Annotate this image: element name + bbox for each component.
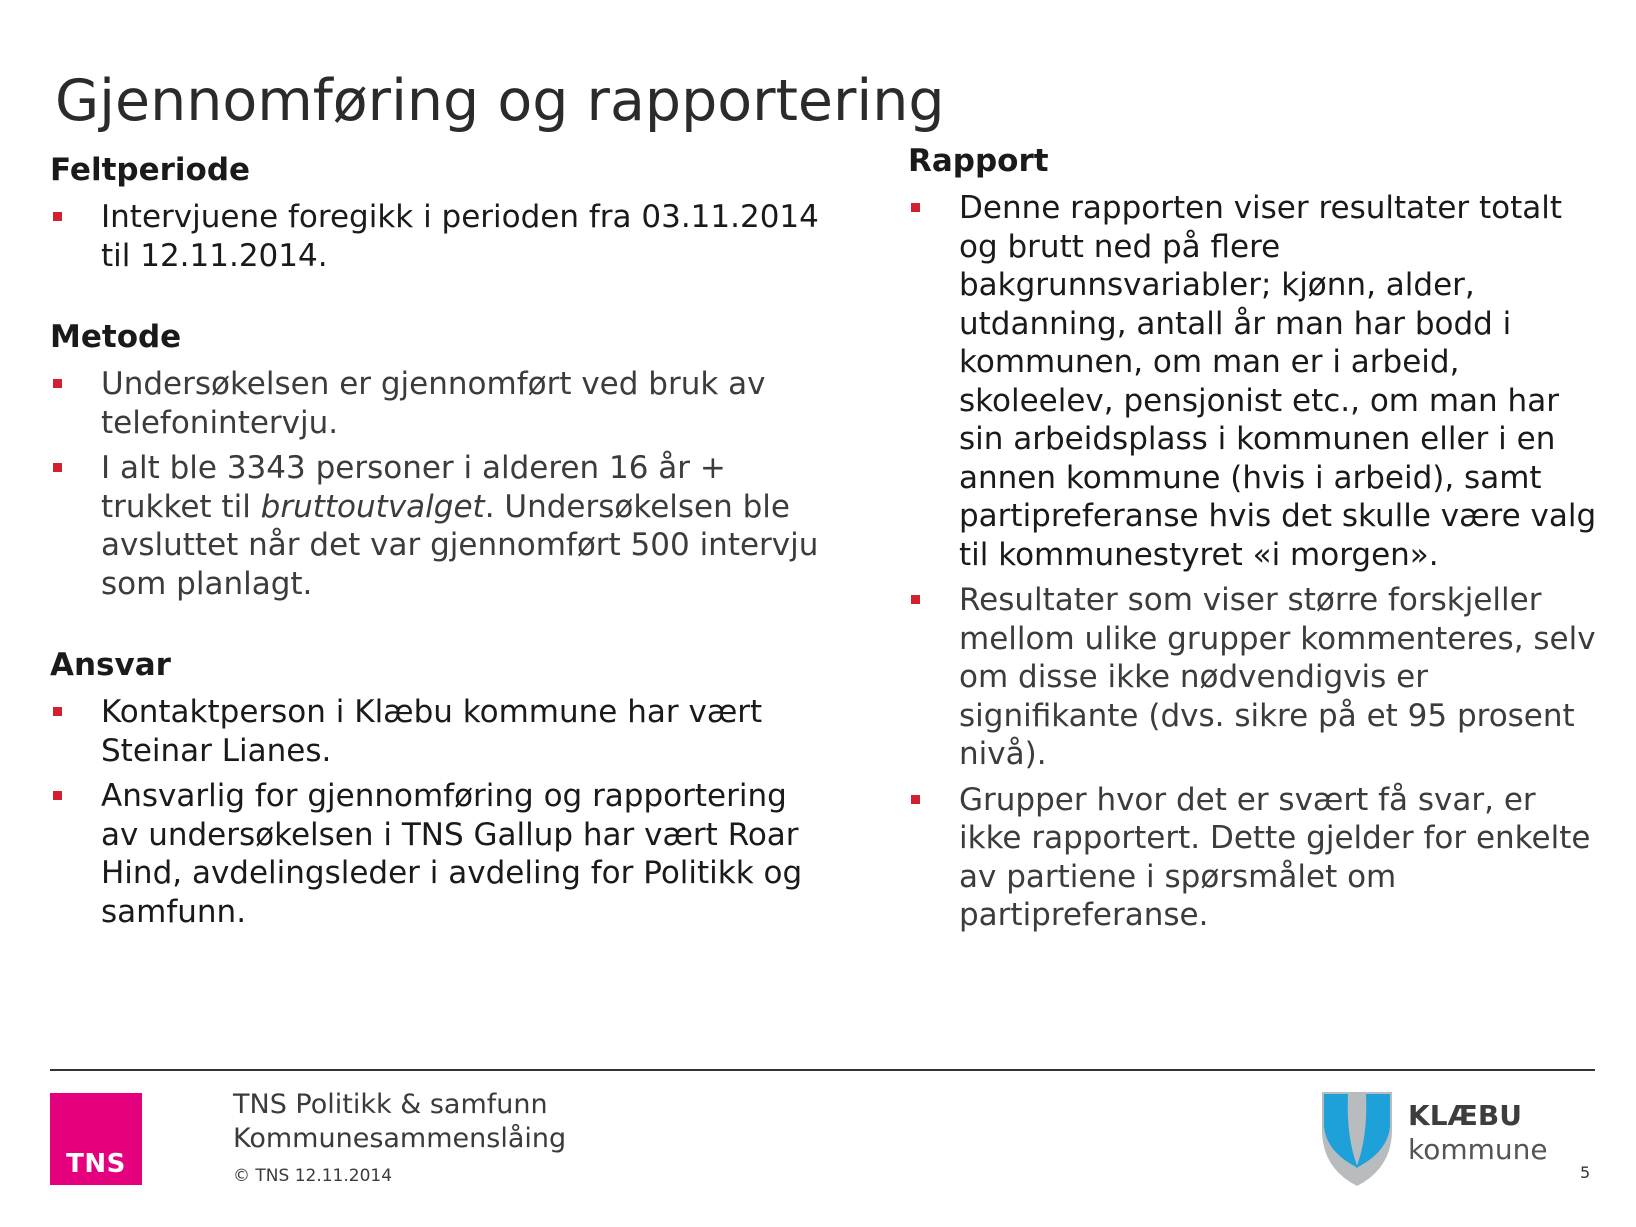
tns-logo bbox=[50, 1093, 142, 1185]
klaebu-subtitle: kommune bbox=[1408, 1133, 1548, 1166]
bullet-marker bbox=[53, 212, 62, 221]
list-item bbox=[908, 189, 1598, 574]
list-item bbox=[908, 581, 1598, 774]
bullet-marker bbox=[911, 795, 920, 804]
bullet-text-part: . Undersøkelsen ble avsluttet når det var gjennomført 500 intervju som planlagt. bbox=[101, 488, 819, 602]
bullet-marker bbox=[53, 707, 62, 716]
bullet-text: Undersøkelsen er gjennomført ved bruk av telefonintervju. bbox=[101, 366, 766, 441]
list-item bbox=[908, 781, 1598, 935]
bullet-text: Resultater som viser større forskjeller mellom ulike grupper kommenteres, selv om disse ikke nødvendigvis er signifikante (dvs. sikre på et 95 prosent nivå). bbox=[959, 582, 1596, 772]
heading-feltperiode: Feltperiode bbox=[50, 152, 251, 188]
bullet-marker bbox=[53, 463, 62, 472]
heading-metode: Metode bbox=[50, 319, 182, 355]
tns-logo-text: TNS bbox=[66, 1149, 126, 1179]
bullet-text: Denne rapporten viser resultater totalt og brutt ned på flere bakgrunnsvariabler; kjønn, alder, utdanning, antall år man har bodd i kommunen, om man er i arbeid, skoleelev, pensjonist etc., om man har sin arbeidsplass i kommunen eller i en annen kommune (hvis i arbeid), samt partipreferanse hvis det skulle være valg til kommunestyret «i morgen». bbox=[959, 190, 1597, 573]
list-item bbox=[50, 693, 820, 770]
list-item bbox=[50, 449, 820, 603]
footer-project: Kommunesammenslåing bbox=[233, 1123, 567, 1154]
slide-title: Gjennomføring og rapportering bbox=[55, 68, 945, 135]
page-number: 5 bbox=[1580, 1163, 1591, 1182]
bullet-text bbox=[101, 450, 818, 602]
bullet-list bbox=[50, 365, 820, 603]
bullet-marker bbox=[53, 791, 62, 800]
section-ansvar bbox=[50, 647, 820, 931]
section-metode bbox=[50, 319, 820, 603]
section-rapport bbox=[908, 143, 1598, 935]
heading-ansvar: Ansvar bbox=[50, 647, 171, 683]
bullet-text: Ansvarlig for gjennomføring og rapportering av undersøkelsen i TNS Gallup har vært Roar Hind, avdelingsleder i avdeling for Politikk og samfunn. bbox=[101, 778, 803, 930]
bullet-text-part: I alt ble 3343 personer i alderen 16 år + trukket til bbox=[101, 450, 726, 525]
list-item bbox=[50, 365, 820, 442]
klaebu-name: KLÆBU bbox=[1408, 1099, 1522, 1132]
bullet-list bbox=[50, 693, 820, 931]
bullet-marker bbox=[911, 203, 920, 212]
footer-department: TNS Politikk & samfunn bbox=[233, 1089, 548, 1120]
footer-info bbox=[233, 1088, 566, 1186]
bullet-text: Intervjuene foregikk i perioden fra 03.11.2014 til 12.11.2014. bbox=[101, 199, 819, 274]
section-feltperiode bbox=[50, 152, 820, 275]
list-item bbox=[50, 198, 820, 275]
bullet-text: Grupper hvor det er svært få svar, er ikke rapportert. Dette gjelder for enkelte av partiene i spørsmålet om partipreferanse. bbox=[959, 781, 1591, 933]
footer-copyright: © TNS 12.11.2014 bbox=[233, 1166, 393, 1186]
left-column bbox=[50, 152, 820, 975]
heading-rapport: Rapport bbox=[908, 143, 1049, 179]
right-column bbox=[908, 143, 1598, 979]
bullet-marker bbox=[911, 595, 920, 604]
footer-divider bbox=[50, 1069, 1595, 1071]
bullet-marker bbox=[53, 379, 62, 388]
bullet-list bbox=[908, 189, 1598, 935]
emphasis-bruttoutvalget: bruttoutvalget bbox=[260, 488, 485, 525]
list-item bbox=[50, 777, 820, 931]
bullet-list bbox=[50, 198, 820, 275]
bullet-text: Kontaktperson i Klæbu kommune har vært Steinar Lianes. bbox=[101, 694, 763, 769]
